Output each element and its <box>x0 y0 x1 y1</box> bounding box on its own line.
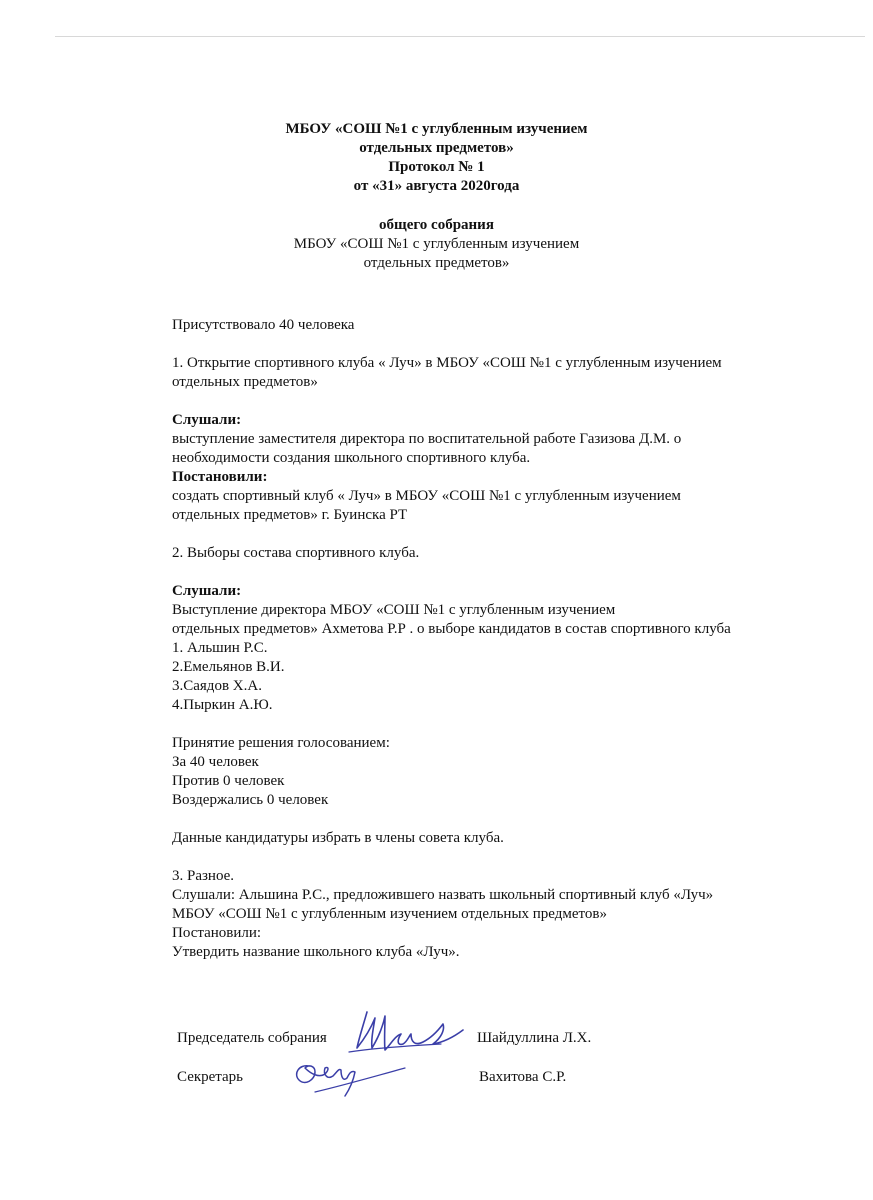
candidate-item: 3.Саядов Х.А. <box>172 678 262 694</box>
item3-heard-line1: Слушали: Альшина Р.С., предложившего назвать школьный спортивный клуб «Луч» <box>172 887 714 903</box>
item3-heard-line2: МБОУ «СОШ №1 с углубленным изучением отдельных предметов» <box>172 906 607 922</box>
item2-title: 2. Выборы состава спортивного клуба. <box>172 545 420 561</box>
item2-heard-line1: Выступление директора МБОУ «СОШ №1 с углубленным изучением <box>172 602 616 618</box>
item1-heard-label: Слушали: <box>172 412 242 428</box>
protocol-date: от «31» августа 2020года <box>353 178 520 194</box>
chair-name: Шайдуллина Л.Х. <box>477 1030 592 1046</box>
item1-title-line1: 1. Открытие спортивного клуба « Луч» в МБОУ «СОШ №1 с углубленным изучением <box>172 355 722 371</box>
candidate-item: 4.Пыркин А.Ю. <box>172 697 273 713</box>
secretary-signature-image <box>285 1052 415 1100</box>
secretary-label: Секретарь <box>177 1069 244 1085</box>
org2-line2: отдельных предметов» <box>363 255 510 271</box>
protocol-number: Протокол № 1 <box>388 159 485 175</box>
attendance: Присутствовало 40 человека <box>172 317 355 333</box>
org-name-line2: отдельных предметов» <box>359 140 514 156</box>
item3-title: 3. Разное. <box>172 868 235 884</box>
item1-resolved-label: Постановили: <box>172 469 268 485</box>
org-name-line1: МБОУ «СОШ №1 с углубленным изучением <box>285 121 588 137</box>
item1-resolved-line2: отдельных предметов» г. Буинска РТ <box>172 507 408 523</box>
candidate-item: 1. Альшин Р.С. <box>172 640 268 656</box>
chair-signature-image <box>345 1008 470 1058</box>
secretary-name: Вахитова С.Р. <box>479 1069 567 1085</box>
vote-for: За 40 человек <box>172 754 259 770</box>
item1-heard-line1: выступление заместителя директора по воспитательной работе Газизова Д.М. о <box>172 431 682 447</box>
item1-resolved-line1: создать спортивный клуб « Луч» в МБОУ «СОШ №1 с углубленным изучением <box>172 488 681 504</box>
item3-resolved-text: Утвердить название школьного клуба «Луч». <box>172 944 460 960</box>
item2-heard-line2: отдельных предметов» Ахметова Р.Р . о выборе кандидатов в состав спортивного клуба <box>172 621 731 637</box>
document-body <box>172 316 852 962</box>
candidate-item: 2.Емельянов В.И. <box>172 659 285 675</box>
org2-line1: МБОУ «СОШ №1 с углубленным изучением <box>293 236 580 252</box>
document-header <box>0 120 873 273</box>
meeting-type: общего собрания <box>379 217 494 233</box>
item2-heard-label: Слушали: <box>172 583 242 599</box>
item3-resolved-label: Постановили: <box>172 925 262 941</box>
vote-against: Против 0 человек <box>172 773 285 789</box>
vote-abstain: Воздержались 0 человек <box>172 792 329 808</box>
item1-heard-line2: необходимости создания школьного спортивного клуба. <box>172 450 531 466</box>
item1-title-line2: отдельных предметов» <box>172 374 318 390</box>
item2-decision: Данные кандидатуры избрать в члены совета клуба. <box>172 830 504 846</box>
chair-label: Председатель собрания <box>177 1030 327 1046</box>
vote-title: Принятие решения голосованием: <box>172 735 390 751</box>
scan-edge-line <box>55 36 865 37</box>
